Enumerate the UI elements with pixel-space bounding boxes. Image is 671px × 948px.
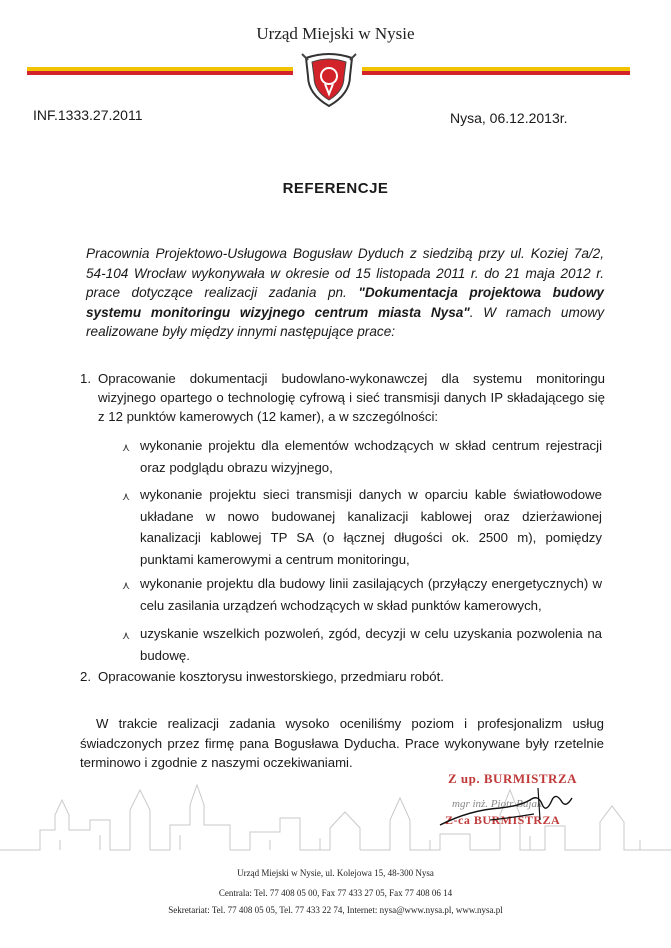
arrow-bullet-icon: ⋏ xyxy=(122,442,131,454)
sub-list-item xyxy=(122,623,602,666)
coat-of-arms-icon xyxy=(298,50,360,110)
document-title: REFERENCJE xyxy=(282,180,389,197)
list-item xyxy=(80,369,605,426)
intro-paragraph xyxy=(86,244,604,342)
intro-text-after: . W ramach umowy realizowane były między innymi następujące prace: xyxy=(86,304,604,339)
footer-phones: Centrala: Tel. 77 408 05 00, Fax 77 433 27 05, Fax 77 408 06 14 xyxy=(218,888,453,898)
letterhead-stripe-right xyxy=(362,67,630,75)
reference-number: INF.1333.27.2011 xyxy=(33,107,143,123)
sub-list-item-text: wykonanie projektu sieci transmisji danych w oparciu kable światłowodowe układane w nowo budowanej kanalizacji kablowej oraz dzierżawionej kanalizacji kablowej TP SA (o łącznej długości ok. 2500 m), pomiędzy punktami kamerowymi a centrum monitoringu, xyxy=(140,487,602,567)
list-item-text: Opracowanie dokumentacji budowlano-wykonawczej dla systemu monitoringu wizyjnego opartego o technologię cyfrową i sieć transmisji danych IP składającego się z 12 punktów kamerowych (12 kamer), a w szczególności: xyxy=(98,371,605,424)
intro-text-before: Pracownia Projektowo-Usługowa Bogusław Dyduch z siedzibą przy ul. Koziej 7a/2, 54-104 Wrocław wykonywała w okresie od 15 listopada 2011 r. do 21 maja 2012 r. prace dotyczące realizacji zadania pn. xyxy=(86,246,604,300)
arrow-bullet-icon: ⋏ xyxy=(122,491,131,503)
stamp-line-2: mgr inż. Piotr Bujak xyxy=(452,798,542,810)
sub-list-item-text: wykonanie projektu dla elementów wchodzących w skład centrum rejestracji oraz podglądu obrazu wizyjnego, xyxy=(140,438,602,475)
footer-secretariat: Sekretariat: Tel. 77 408 05 05, Tel. 77 433 22 74, Internet: nysa@www.nysa.pl, www.nysa.pl xyxy=(168,905,503,915)
project-name: "Dokumentacja projektowa budowy systemu monitoringu wizyjnego centrum miasta Nysa" xyxy=(86,285,604,320)
sub-list-item xyxy=(122,573,602,616)
arrow-bullet-icon: ⋏ xyxy=(122,580,131,592)
place-date: Nysa, 06.12.2013r. xyxy=(450,110,568,126)
footer-address: Urząd Miejski w Nysie, ul. Kolejowa 15, 48-300 Nysa xyxy=(237,868,434,878)
list-number: 1. xyxy=(80,371,91,386)
sub-list-item-text: wykonanie projektu dla budowy linii zasilających (przyłączy energetycznych) w celu zasilania urządzeń wchodzących w skład punktów kamerowych, xyxy=(140,576,602,613)
stamp-line-3: Z-ca BURMISTRZA xyxy=(445,813,561,827)
signature-icon xyxy=(430,780,580,835)
stamp-line-1: Z up. BURMISTRZA xyxy=(448,771,578,786)
office-name: Urząd Miejski w Nysie xyxy=(256,24,415,43)
closing-paragraph: W trakcie realizacji zadania wysoko oceniliśmy poziom i profesjonalizm usług świadczonych przez firmę pana Bogusława Dyducha. Prace wykonywane były rzetelnie terminowo i zgodnie z naszymi oczekiwaniami. xyxy=(80,716,604,770)
letterhead-stripe-left xyxy=(27,67,293,75)
list-number: 2. xyxy=(80,669,91,684)
sub-list-item xyxy=(122,435,602,478)
list-item xyxy=(80,667,605,686)
sub-list-item xyxy=(122,484,602,570)
arrow-bullet-icon: ⋏ xyxy=(122,630,131,642)
sub-list-item-text: uzyskanie wszelkich pozwoleń, zgód, decyzji w celu uzyskania pozwolenia na budowę. xyxy=(140,626,602,663)
list-item-text: Opracowanie kosztorysu inwestorskiego, przedmiaru robót. xyxy=(98,669,444,684)
